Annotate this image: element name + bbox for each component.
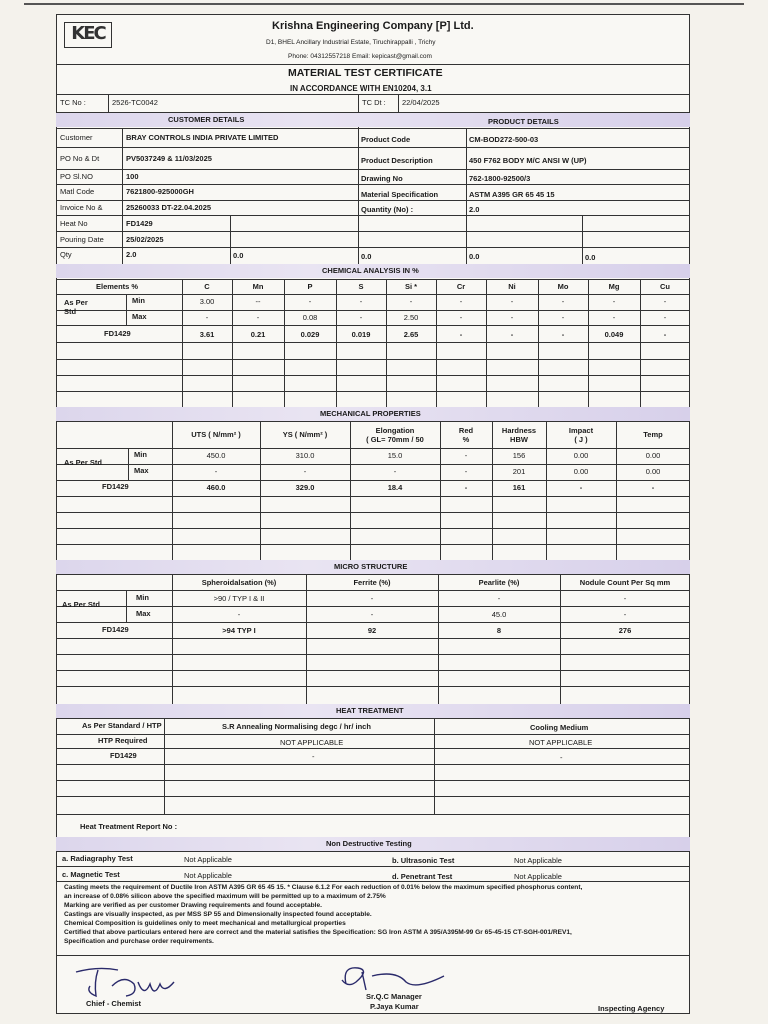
max-value: - (612, 313, 616, 322)
ht-heat-value-2: - (312, 752, 315, 761)
max-value: - (623, 610, 627, 619)
divider (56, 342, 690, 343)
max-label: Max (132, 312, 147, 321)
company-logo: KEC (64, 22, 112, 48)
element-header: Mo (557, 282, 569, 291)
divider (56, 955, 690, 956)
result-value: - (651, 483, 655, 492)
divider (56, 734, 690, 735)
heat-no-value: FD1429 (126, 219, 153, 228)
result-value: 8 (496, 626, 502, 635)
divider (56, 247, 690, 248)
ultrasonic-label: b. Ultrasonic Test (392, 856, 455, 865)
cell-border (172, 574, 173, 704)
as-per-std-label: As Per Std (62, 600, 100, 609)
divider (56, 670, 690, 671)
max-value: - (214, 467, 218, 476)
divider (56, 796, 690, 797)
invoice-label: Invoice No & (60, 203, 103, 212)
heat-label: FD1429 (104, 329, 131, 338)
quantity-value: 2.0 (469, 205, 480, 214)
note-line: Chemical Composition is guidelines only to meet mechanical and metallurgical properties (64, 920, 346, 927)
drawing-value: 762-1800-92500/3 (469, 174, 531, 183)
divider (56, 638, 690, 639)
heat-label: FD1429 (102, 625, 129, 634)
chemist-signature (68, 962, 198, 1002)
divider (56, 686, 690, 687)
min-value: - (409, 297, 413, 306)
divider (56, 654, 690, 655)
result-value: - (663, 330, 667, 339)
cell-border (582, 215, 583, 264)
qc-manager-signature (336, 960, 456, 996)
divider (56, 464, 690, 465)
max-value: - (663, 313, 667, 322)
cell-border (438, 574, 439, 704)
qty-label: Qty (60, 250, 72, 259)
chemist-label: Chief - Chemist (86, 999, 142, 1008)
result-value: 18.4 (387, 483, 403, 492)
cell-border (306, 574, 307, 704)
divider (56, 606, 690, 607)
divider (56, 851, 690, 852)
heat-section-title: HEAT TREATMENT (336, 706, 404, 715)
heat-no-label: Heat No (60, 219, 88, 228)
column-subheader: ( J ) (574, 435, 588, 444)
min-value: 450.0 (206, 451, 226, 460)
product-code-label: Product Code (361, 135, 411, 144)
po-label: PO No & Dt (60, 154, 100, 163)
max-value: - (359, 313, 363, 322)
product-code-value: CM-BOD272-500-03 (469, 135, 539, 144)
divider (56, 325, 690, 326)
divider (56, 574, 690, 575)
divider (56, 748, 690, 749)
result-value: - (464, 483, 468, 492)
column-header: YS ( N/mm² ) (282, 430, 328, 439)
qty-value-3: 0.0 (361, 252, 372, 261)
penetrant-value: Not Applicable (514, 872, 562, 881)
cell-border (172, 421, 173, 560)
divider (56, 718, 690, 719)
min-value: >90 / TYP I & II (213, 594, 265, 603)
micro-section-title: MICRO STRUCTURE (334, 562, 408, 571)
qty-value-5: 0.0 (585, 253, 596, 262)
chemical-section-title: CHEMICAL ANALYSIS IN % (322, 266, 419, 275)
divider (56, 590, 690, 591)
tc-dt-value: 22/04/2025 (402, 98, 440, 107)
divider (56, 128, 690, 129)
radiography-value: Not Applicable (184, 855, 232, 864)
element-header: Si * (404, 282, 418, 291)
divider (56, 780, 690, 781)
tc-no-value: 2526-TC0042 (112, 98, 158, 107)
ultrasonic-value: Not Applicable (514, 856, 562, 865)
max-value: 0.08 (302, 313, 318, 322)
customer-value: BRAY CONTROLS INDIA PRIVATE LIMITED (126, 133, 279, 142)
divider (56, 200, 690, 201)
max-value: - (510, 313, 514, 322)
result-value: 0.049 (604, 330, 624, 339)
note-line: Specification and purchase order requirements. (64, 938, 214, 945)
divider (56, 866, 690, 867)
max-value: 201 (512, 467, 526, 476)
min-value: - (459, 297, 463, 306)
pouring-value: 25/02/2025 (126, 235, 164, 244)
divider (56, 881, 690, 882)
element-header: Cr (456, 282, 466, 291)
top-rule (24, 3, 744, 5)
pouring-label: Pouring Date (60, 235, 104, 244)
qc-title: Sr.Q.C Manager (366, 992, 422, 1001)
cell-border (108, 94, 109, 112)
magnetic-value: Not Applicable (184, 871, 232, 880)
tc-dt-label: TC Dt : (362, 98, 386, 107)
ht-col1: As Per Standard / HTP (82, 721, 162, 730)
cell-border (164, 718, 165, 814)
radiography-label: a. Radiagraphy Test (62, 854, 133, 863)
ht-col3: Cooling Medium (530, 723, 589, 732)
divider (56, 294, 690, 295)
cell-border (230, 215, 231, 264)
customer-label: Customer (60, 133, 93, 142)
divider (56, 231, 690, 232)
divider (56, 622, 690, 623)
product-desc-value: 450 F762 BODY M/C ANSI W (UP) (469, 156, 587, 165)
ht-col2: S.R Annealing Normalising degc / hr/ inch (222, 722, 371, 731)
result-value: - (459, 330, 463, 339)
max-value: 0.00 (645, 467, 661, 476)
result-value: 0.019 (351, 330, 371, 339)
element-header: C (204, 282, 210, 291)
max-value: 2.50 (403, 313, 419, 322)
min-label: Min (132, 296, 145, 305)
page-subtitle: IN ACCORDANCE WITH EN10204, 3.1 (290, 84, 432, 93)
matl-label: Matl Code (60, 187, 95, 196)
divider (56, 215, 690, 216)
mechanical-section-title: MECHANICAL PROPERTIES (320, 409, 421, 418)
ht-report-label: Heat Treatment Report No : (80, 822, 178, 831)
po-value: PV5037249 & 11/03/2025 (126, 154, 212, 163)
divider (56, 421, 690, 422)
result-value: >94 TYP I (222, 626, 256, 635)
min-value: 3.00 (199, 297, 215, 306)
min-value: - (308, 297, 312, 306)
result-value: 3.61 (199, 330, 215, 339)
max-value: 0.00 (573, 467, 589, 476)
column-header: Hardness (501, 426, 537, 435)
matl-value: 7621800-925000GH (126, 187, 194, 196)
cell-border (466, 128, 467, 264)
company-contact: Phone: 04312557218 Email: kepicast@gmail.com (288, 53, 432, 60)
divider (56, 448, 690, 449)
element-header: S (358, 282, 364, 291)
column-subheader: HBW (510, 435, 528, 444)
spec-label: Material Specification (361, 190, 439, 199)
divider (56, 480, 690, 481)
result-value: 460.0 (206, 483, 226, 492)
column-header: Nodule Count Per Sq mm (579, 578, 671, 587)
max-value: - (459, 313, 463, 322)
qty-value-2: 0.0 (233, 251, 244, 260)
divider (56, 359, 690, 360)
divider (56, 94, 690, 95)
cell-border (560, 574, 561, 704)
max-value: - (393, 467, 397, 476)
result-value: 329.0 (295, 483, 315, 492)
divider (56, 544, 690, 545)
min-value: 0.00 (645, 451, 661, 460)
element-header: Cu (660, 282, 670, 291)
max-value: - (464, 467, 468, 476)
min-label: Min (134, 450, 147, 459)
min-value: - (464, 451, 468, 460)
company-name: Krishna Engineering Company [P] Ltd. (272, 20, 474, 32)
min-value: - (359, 297, 363, 306)
cell-border (126, 590, 127, 622)
divider (56, 169, 690, 170)
min-value: - (370, 594, 374, 603)
inspecting-agency: Inspecting Agency (598, 1004, 665, 1013)
penetrant-label: d. Penetrant Test (392, 872, 453, 881)
divider (56, 64, 690, 65)
min-value: -- (255, 297, 261, 306)
qc-name: P.Jaya Kumar (370, 1002, 419, 1011)
result-value: - (510, 330, 514, 339)
drawing-label: Drawing No (361, 174, 403, 183)
divider (56, 279, 690, 280)
min-value: - (612, 297, 616, 306)
column-header: Temp (643, 430, 663, 439)
divider (56, 528, 690, 529)
ht-heat: FD1429 (110, 751, 137, 760)
column-header: Impact (568, 426, 594, 435)
element-header: Mg (608, 282, 620, 291)
posl-value: 100 (126, 172, 139, 181)
min-value: - (623, 594, 627, 603)
min-value: 156 (512, 451, 526, 460)
column-header: Elongation (375, 426, 415, 435)
divider (56, 496, 690, 497)
as-per-std-label: As Per Std (64, 458, 102, 467)
divider (56, 375, 690, 376)
element-header: P (307, 282, 313, 291)
cell-border (398, 94, 399, 112)
note-line: Castings are visually inspected, as per MSS SP 55 and Dimensionally inspected found acceptable. (64, 911, 372, 918)
product-desc-label: Product Description (361, 156, 433, 165)
cell-border (260, 421, 261, 560)
result-value: 161 (512, 483, 526, 492)
max-label: Max (136, 609, 151, 618)
cell-border (122, 128, 123, 264)
column-header: UTS ( N/mm² ) (191, 430, 241, 439)
column-header: Pearlite (%) (478, 578, 520, 587)
column-subheader: % (462, 435, 470, 444)
result-value: - (579, 483, 583, 492)
page-title: MATERIAL TEST CERTIFICATE (288, 67, 443, 79)
result-value: 2.65 (403, 330, 419, 339)
max-value: - (303, 467, 307, 476)
tc-no-label: TC No : (60, 98, 86, 107)
min-value: - (497, 594, 501, 603)
element-header: Ni (508, 282, 516, 291)
qty-value-4: 0.0 (469, 252, 480, 261)
htp-value-3: NOT APPLICABLE (529, 738, 593, 747)
result-value: 0.029 (300, 330, 320, 339)
divider (56, 512, 690, 513)
max-label: Max (134, 466, 149, 475)
product-section-title: PRODUCT DETAILS (488, 117, 559, 126)
divider (56, 147, 690, 148)
column-subheader: ( GL= 70mm / 50 (366, 435, 424, 444)
note-line: Certified that above particulars entered here are correct and the material satisfies the Specification: SG Iron ASTM A 395/A395M-99 Gr 65-45-15 CT-SGH-001/REV1, (64, 929, 572, 936)
result-value: - (561, 330, 565, 339)
max-value: - (237, 610, 241, 619)
result-value: 0.21 (250, 330, 266, 339)
qty-value: 2.0 (126, 250, 137, 259)
magnetic-label: c. Magnetic Test (62, 870, 120, 879)
customer-section-title: CUSTOMER DETAILS (168, 115, 245, 124)
max-value: - (205, 313, 209, 322)
max-value: - (256, 313, 260, 322)
as-per-std-label: As Per Std (64, 298, 88, 317)
quantity-label: Quantity (No) : (361, 205, 414, 214)
max-value: 45.0 (491, 610, 507, 619)
customer-band (56, 113, 690, 127)
cell-border (126, 294, 127, 325)
divider (56, 764, 690, 765)
note-line: an increase of 0.08% silicon above the specified maximum will be permitted up to a maximum of 2.75% (64, 893, 386, 900)
min-value: - (561, 297, 565, 306)
note-line: Marking are verified as per customer Drawing requirements and found acceptable. (64, 902, 322, 909)
invoice-value: 25260033 DT-22.04.2025 (126, 203, 212, 212)
min-value: - (510, 297, 514, 306)
company-address: D1, BHEL Ancillary Industrial Estate, Tiruchirappalli , Trichy (266, 39, 436, 46)
divider (56, 310, 690, 311)
note-line: Casting meets the requirement of Ductile Iron ASTM A395 GR 65 45 15. * Clause 6.1.2 For each reduction of 0.01% below the maximum specified phosphorus content, (64, 884, 583, 891)
min-value: - (663, 297, 667, 306)
result-value: 92 (367, 626, 377, 635)
column-header: Ferrite (%) (353, 578, 391, 587)
result-value: 276 (618, 626, 632, 635)
min-value: 310.0 (295, 451, 315, 460)
heat-label: FD1429 (102, 482, 129, 491)
posl-label: PO Sl.NO (60, 172, 93, 181)
divider (56, 184, 690, 185)
min-label: Min (136, 593, 149, 602)
max-value: - (561, 313, 565, 322)
divider (56, 814, 690, 815)
column-header: Spheroidalsation (%) (201, 578, 277, 587)
max-value: - (370, 610, 374, 619)
column-header: Red (458, 426, 474, 435)
cell-border (128, 448, 129, 480)
ht-heat-value-3: - (560, 753, 563, 762)
element-header: Mn (252, 282, 264, 291)
ndt-section-title: Non Destructive Testing (326, 839, 412, 848)
htp-value-2: NOT APPLICABLE (280, 738, 344, 747)
elements-header: Elements % (96, 282, 139, 291)
htp-label: HTP Required (98, 736, 148, 745)
spec-value: ASTM A395 GR 65 45 15 (469, 190, 555, 199)
min-value: 0.00 (573, 451, 589, 460)
divider (56, 391, 690, 392)
cell-border (434, 718, 435, 814)
min-value: 15.0 (387, 451, 403, 460)
